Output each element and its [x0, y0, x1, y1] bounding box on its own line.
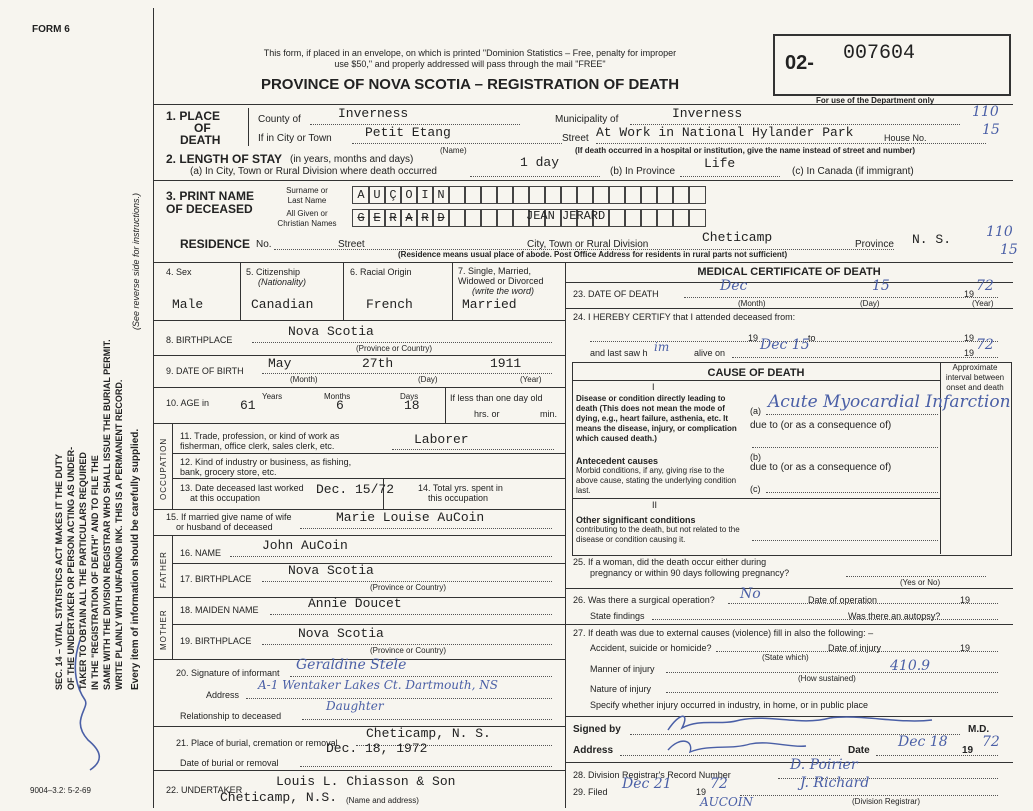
filed-year-prefix: 19: [696, 787, 707, 797]
page-title: PROVINCE OF NOVA SCOTIA – REGISTRATION OF DEATH: [260, 76, 680, 93]
spouse-label: [166, 512, 292, 532]
rule: [565, 308, 1013, 309]
lastwork-value: Dec. 15/72: [316, 482, 395, 497]
res-city-value: Cheticamp: [702, 230, 773, 245]
res-code-1: 110: [986, 224, 1013, 240]
dotline: [652, 619, 998, 620]
stay-b-label: (b) In Province: [610, 166, 676, 177]
rule: [153, 770, 565, 771]
dotline: [270, 614, 552, 615]
county-label: County of: [258, 114, 301, 125]
citizenship-label: 5. Citizenship: [246, 267, 301, 277]
rule: [445, 387, 446, 423]
citizenship-value: Canadian: [251, 297, 314, 312]
given-cells-cell: A: [400, 209, 418, 227]
given-cells-cell: G: [352, 209, 370, 227]
dotline: [752, 540, 938, 541]
md-label: M.D.: [968, 724, 990, 735]
rule: [565, 588, 1013, 589]
cause-a-value: Acute Myocardial Infarction: [768, 392, 1011, 412]
direct-cause-label: Disease or condition directly leading to death (This does not mean the mode of dying, e.g., heart failure, asthenia, etc. It means the disease, injury, or complication which caused death.): [576, 394, 737, 443]
burial-date: Dec. 18, 1972: [326, 741, 428, 756]
dob-year-sub: (Year): [520, 375, 542, 384]
dotline: [262, 373, 552, 374]
dod-month: Dec: [720, 278, 748, 294]
injury-date-label: Date of injury: [828, 643, 882, 653]
medical-title: MEDICAL CERTIFICATE OF DEATH: [697, 266, 881, 278]
rule: [153, 423, 565, 424]
county-value: Inverness: [338, 106, 409, 121]
total-years-label: [418, 483, 503, 503]
mother-name-value: Annie Doucet: [308, 596, 402, 611]
mother-bp-sub: (Province or Country): [370, 646, 447, 655]
dod-year-prefix: 19: [964, 289, 975, 299]
rule: [565, 762, 1013, 763]
total-years-label-1: 14. Total yrs. spent in: [418, 483, 503, 493]
place-label: [166, 110, 220, 146]
cause-title: CAUSE OF DEATH: [707, 367, 805, 379]
dotline: [290, 676, 552, 677]
dob-month-sub: (Month): [290, 375, 318, 384]
autopsy-label: Was there an autopsy?: [848, 611, 941, 621]
res-prov-label: Province: [855, 239, 894, 250]
cause-c-label: (c): [750, 484, 761, 494]
lastsaw-date: Dec 15: [760, 337, 810, 353]
rule: [565, 624, 1013, 625]
stay-b-value: Life: [704, 156, 736, 171]
dotline: [352, 143, 562, 144]
mother-name-label: 18. MAIDEN NAME: [180, 605, 259, 615]
given-cells-cell: D: [432, 209, 450, 227]
informant-addr-label: Address: [206, 690, 240, 700]
stay-a-label: (a) In City, Town or Rural Division where death occurred: [190, 166, 437, 177]
cause-a-label: (a): [750, 406, 761, 416]
filed-year: 72: [710, 776, 728, 792]
dotline: [766, 492, 938, 493]
rule: [153, 320, 565, 321]
dotline: [666, 692, 998, 693]
dob-month: May: [268, 356, 292, 371]
age-label: 10. AGE in: [166, 398, 210, 408]
rule: [153, 387, 565, 388]
margin-signature: [60, 630, 120, 780]
side-text-2: OF THE UNDERTAKER OR PERSON ACTING AS UNDER-: [66, 446, 76, 690]
external-label: 27. If death was due to external causes (violence) fill in also the following: –: [573, 628, 874, 638]
lastwork-label-2: at this occupation: [190, 493, 261, 503]
injury-year-prefix: 19: [960, 643, 971, 653]
accident-sub: (State which): [762, 653, 809, 662]
rule: [172, 478, 565, 479]
dotline: [262, 644, 552, 645]
due-label-2: due to (or as a consequence of): [750, 462, 892, 473]
lastsaw-pronoun: im: [654, 340, 670, 354]
registrar-sub: (Division Registrar): [852, 797, 921, 806]
father-bp-value: Nova Scotia: [288, 563, 374, 578]
dod-day-sub: (Day): [860, 299, 880, 308]
res-no-label: No.: [256, 239, 272, 250]
rule: [172, 423, 173, 509]
other-cond-sub: contributing to the death, but not related to the disease or condition causing it.: [576, 525, 740, 544]
trade-label-2: fisherman, office clerk, sales clerk, etc.: [180, 441, 335, 451]
dotline: [666, 672, 998, 673]
filed-label: 29. Filed: [573, 787, 608, 797]
rule: [172, 597, 173, 659]
from-year-prefix: 19: [748, 333, 759, 343]
mother-bp-label: 19. BIRTHPLACE: [180, 636, 252, 646]
other-cond-label: Other significant conditions: [576, 515, 696, 525]
lastsaw-label: and last saw h: [590, 348, 648, 358]
envelope-note-2: use $50," and properly addressed will pass through the mail "FREE": [334, 59, 606, 69]
surname-cells-cell: O: [400, 186, 418, 204]
rule: [153, 726, 565, 727]
res-street-label: Street: [338, 239, 365, 250]
hrs-label: hrs. or: [474, 409, 500, 419]
surgery-date-label: Date of operation: [808, 595, 878, 605]
spouse-label-2: or husband of deceased: [176, 522, 273, 532]
lastwork-label: [180, 483, 304, 503]
dob-day-sub: (Day): [418, 375, 438, 384]
side-text-7: (See reverse side for instructions.): [131, 192, 141, 330]
rule: [343, 262, 344, 320]
city-value: Petit Etang: [365, 125, 451, 140]
cause-b-label: (b): [750, 452, 761, 462]
dotline: [766, 414, 938, 415]
physician-year: 72: [982, 734, 1000, 750]
spouse-value: Marie Louise AuCoin: [336, 510, 485, 525]
alive-label: alive on: [694, 348, 726, 358]
surname-label: [268, 186, 346, 206]
rule: [153, 180, 1013, 181]
marital-label-2: Widowed or Divorced: [458, 276, 544, 286]
undertaker-name: Louis L. Chiasson & Son: [276, 774, 456, 789]
name-label-1: 3. PRINT NAME: [166, 189, 255, 203]
rule: [383, 478, 384, 509]
dob-label: 9. DATE OF BIRTH: [166, 366, 244, 376]
age-years-label: Years: [262, 392, 283, 401]
left-border: [153, 8, 154, 808]
deceased-name-label: [166, 190, 254, 216]
dotline: [300, 766, 552, 767]
rule: [153, 262, 1013, 263]
surname-cells-cell: Ç: [384, 186, 402, 204]
given-label-1: All Given or: [286, 209, 328, 218]
rule: [153, 535, 565, 536]
dotline: [680, 176, 780, 177]
woman-label-2: pregnancy or within 90 days following pregnancy?: [590, 568, 790, 578]
birthplace-sub: (Province or Country): [356, 344, 433, 353]
burial-value: Cheticamp, N. S.: [366, 726, 491, 741]
sex-label: 4. Sex: [166, 267, 192, 277]
rule: [452, 262, 453, 320]
dotline: [876, 755, 998, 756]
dotline: [392, 449, 554, 450]
dotline: [300, 528, 552, 529]
surname-cells-cell: N: [432, 186, 450, 204]
manner-code: 410.9: [890, 658, 931, 674]
side-text-6: WRITE PLAINLY WITH UNFADING INK. THIS IS A PERMANENT RECORD.: [114, 379, 124, 690]
undertaker-addr: Cheticamp, N.S.: [220, 790, 338, 805]
industry-label-2: bank, grocery store, etc.: [180, 467, 277, 477]
given-cells-cell: [688, 209, 706, 227]
yesno-sub: (Yes or No): [900, 578, 941, 587]
lastwork-label-1: 13. Date deceased last worked: [180, 483, 304, 493]
lastsaw-year: 72: [976, 337, 994, 353]
dotline: [262, 581, 552, 582]
rule: [572, 498, 940, 499]
occupation-side-label: OCCUPATION: [159, 437, 168, 500]
reg-number: 007604: [843, 42, 916, 65]
birthplace-label: 8. BIRTHPLACE: [166, 335, 233, 345]
rule: [940, 362, 941, 554]
rule: [572, 380, 940, 381]
surname-label-1: Surname or: [286, 186, 328, 195]
municipality-value: Inverness: [672, 106, 743, 121]
side-text-4: IN THE "REGISTRATION OF DEATH" AND TO FILE THE: [90, 455, 100, 690]
surgery-label: 26. Was there a surgical operation?: [573, 595, 715, 605]
manner-label: Manner of injury: [590, 664, 655, 674]
given-cells-cell: E: [368, 209, 386, 227]
dod-year: 72: [976, 278, 994, 294]
nature-label: Nature of injury: [590, 684, 652, 694]
trade-value: Laborer: [414, 432, 469, 447]
given-extra: JEAN JERARD: [526, 209, 606, 223]
industry-label: [180, 457, 351, 477]
dob-day: 27th: [362, 356, 394, 371]
house-label: House No.: [884, 133, 927, 143]
given-cells-cell: R: [384, 209, 402, 227]
division-number-label: 28. Division Registrar's Record Number: [573, 770, 731, 780]
findings-label: State findings: [590, 611, 645, 621]
dod-day: 15: [872, 278, 890, 294]
surname-cells-cell: I: [416, 186, 434, 204]
filed-date: Dec 21: [622, 776, 672, 792]
physician-date: Dec 18: [898, 734, 948, 750]
rule: [153, 104, 1013, 105]
dotline: [752, 447, 938, 448]
dotline: [230, 556, 552, 557]
stay-sub: (in years, months and days): [290, 154, 414, 165]
res-code-2: 15: [1000, 242, 1018, 258]
place-label-2: OF: [194, 121, 211, 135]
city-label: If in City or Town: [258, 133, 332, 144]
certify-label: 24. I HEREBY CERTIFY that I attended deceased from:: [573, 312, 796, 322]
accident-label: Accident, suicide or homicide?: [590, 643, 712, 653]
dod-label: 23. DATE OF DEATH: [573, 289, 659, 299]
res-city-label: City, Town or Rural Division: [527, 239, 649, 250]
registrar-signature: D. Poirier: [790, 757, 858, 773]
physician-address-label: Address: [573, 745, 614, 756]
residence-note: (Residence means usual place of abode. Post Office Address for residents in rural parts not sufficient): [398, 250, 788, 259]
informant-sig-label: 20. Signature of informant: [176, 668, 280, 678]
roman-1: I: [652, 382, 655, 392]
physician-date-label: Date: [848, 745, 870, 756]
res-prov-value: N. S.: [912, 232, 952, 247]
trade-label-1: 11. Trade, profession, or kind of work as: [180, 431, 340, 441]
surname-label-2: Last Name: [287, 196, 327, 205]
dotline: [302, 719, 552, 720]
to-year-prefix: 19: [964, 333, 975, 343]
given-cells-cell: R: [416, 209, 434, 227]
surname-cells-cell: U: [368, 186, 386, 204]
name-sub-label: (Name): [440, 146, 467, 155]
antecedent-label: Antecedent causes: [576, 456, 659, 466]
side-text-8: Every item of information should be carefully supplied.: [130, 428, 141, 690]
father-bp-label: 17. BIRTHPLACE: [180, 574, 252, 584]
dotline: [716, 651, 998, 652]
roman-2: II: [652, 500, 658, 510]
side-text-1: SEC. 14 – VITAL STATISTICS ACT MAKES IT THE DUTY: [54, 453, 64, 690]
side-text-3: TAKER TO OBTAIN ALL THE PARTICULARS REQUIRED: [78, 452, 88, 690]
age-days: 18: [404, 398, 420, 413]
informant-sig: Geraldine Stele: [296, 657, 407, 673]
envelope-note-1: This form, if placed in an envelope, on which is printed "Dominion Statistics – Free, penalty for improper: [263, 48, 677, 58]
signed-label: Signed by: [573, 724, 621, 735]
aucoin-note: AUCOIN: [700, 795, 754, 809]
marital-label-3: (write the word): [472, 286, 535, 296]
name-label-2: OF DECEASED: [166, 202, 253, 216]
dotline: [732, 357, 998, 358]
marital-label-1: 7. Single, Married,: [458, 266, 532, 276]
trade-label: [180, 431, 339, 451]
mother-side-label: MOTHER: [159, 609, 168, 650]
surname-cells-cell: [688, 186, 706, 204]
antecedent-sub: Morbid conditions, if any, giving rise to the above cause, stating the underlying condition last.: [576, 466, 737, 495]
undertaker-label: 22. UNDERTAKER: [166, 785, 243, 795]
surname-cells-cell: A: [352, 186, 370, 204]
stay-a-value: 1 day: [520, 155, 560, 170]
marital-label: [458, 266, 544, 296]
municipality-label: Municipality of: [555, 114, 619, 125]
total-years-label-2: this occupation: [428, 493, 489, 503]
rule: [240, 262, 241, 320]
physician-year-prefix: 19: [962, 745, 974, 756]
sustained-sub: (How sustained): [798, 674, 856, 683]
racial-value: French: [366, 297, 413, 312]
street-label: Street: [562, 133, 589, 144]
form-number: FORM 6: [32, 24, 70, 35]
mother-bp-value: Nova Scotia: [298, 626, 384, 641]
burial-label: 21. Place of burial, cremation or removal: [176, 738, 338, 748]
undertaker-sub: (Name and address): [346, 796, 419, 805]
side-text-5: SAME WITH THE DIVISION REGISTRAR WHO SHALL ISSUE THE BURIAL PERMIT.: [102, 339, 112, 690]
dept-use: For use of the Department only: [816, 96, 935, 105]
municipality-code: 110: [972, 104, 999, 120]
dotline: [740, 795, 998, 796]
dotline: [252, 342, 552, 343]
lastsaw-year-prefix: 19: [964, 348, 975, 358]
father-name-value: John AuCoin: [262, 538, 348, 553]
residence-label: RESIDENCE: [180, 237, 251, 251]
where-label: Specify whether injury occurred in industry, in home, or in public place: [590, 700, 868, 710]
interval-label: Approximate interval between onset and death: [945, 363, 1005, 392]
rule: [172, 535, 173, 597]
place-label-1: 1. PLACE: [166, 109, 221, 123]
dod-year-sub: (Year): [972, 299, 994, 308]
racial-label: 6. Racial Origin: [350, 267, 412, 277]
age-months: 6: [336, 398, 344, 413]
informant-rel: Daughter: [326, 699, 384, 713]
woman-label-1: 25. If a woman, did the death occur either during: [573, 557, 767, 567]
given-label-2: Christian Names: [277, 219, 337, 228]
registrar-signature-2: J. Richard: [800, 775, 870, 791]
industry-label-1: 12. Kind of industry or business, as fishing,: [180, 457, 352, 467]
dotline: [246, 698, 552, 699]
citizenship-sub: (Nationality): [258, 277, 307, 287]
dob-year: 1911: [490, 356, 522, 371]
rule: [172, 453, 565, 454]
less-day-label: If less than one day old: [450, 393, 543, 403]
min-label: min.: [540, 409, 558, 419]
stay-c-label: (c) In Canada (if immigrant): [792, 166, 914, 177]
footer-code: 9004–3.2: 5-2-69: [30, 786, 91, 795]
dotline: [596, 143, 986, 144]
given-label: [268, 209, 346, 229]
age-months-label: Months: [324, 392, 351, 401]
due-label-1: due to (or as a consequence of): [750, 420, 892, 431]
street-value: At Work in National Hylander Park: [596, 125, 854, 140]
dotline: [846, 576, 986, 577]
informant-rel-label: Relationship to deceased: [180, 711, 282, 721]
dotline: [684, 297, 998, 298]
surgery-value: No: [740, 586, 761, 602]
age-days-label: Days: [400, 392, 419, 401]
spouse-label-1: 15. If married give name of wife: [166, 512, 292, 522]
to-label: to: [808, 333, 816, 343]
marital-value: Married: [462, 297, 517, 312]
informant-addr: A-1 Wentaker Lakes Ct. Dartmouth, NS: [258, 678, 498, 692]
hospital-note: (If death occurred in a hospital or institution, give the name instead of street and number): [575, 146, 916, 155]
surgery-year-prefix: 19: [960, 595, 971, 605]
dotline: [470, 176, 600, 177]
stay-label: 2. LENGTH OF STAY: [166, 152, 283, 166]
father-name-label: 16. NAME: [180, 548, 222, 558]
rule: [172, 624, 565, 625]
father-bp-sub: (Province or Country): [370, 583, 447, 592]
sex-value: Male: [172, 297, 204, 312]
dod-month-sub: (Month): [738, 299, 766, 308]
place-label-3: DEATH: [180, 133, 221, 147]
center-divider: [565, 262, 566, 808]
age-years: 61: [240, 398, 256, 413]
registration-number-box: [773, 34, 1011, 96]
house-code: 15: [982, 122, 1000, 138]
dotline: [728, 603, 998, 604]
birthplace-value: Nova Scotia: [288, 324, 374, 339]
rule: [565, 282, 1013, 283]
burial-date-label: Date of burial or removal: [180, 758, 279, 768]
brace: [248, 108, 249, 146]
father-side-label: FATHER: [159, 551, 168, 588]
dotline: [620, 755, 840, 756]
reg-prefix: 02-: [785, 52, 814, 74]
